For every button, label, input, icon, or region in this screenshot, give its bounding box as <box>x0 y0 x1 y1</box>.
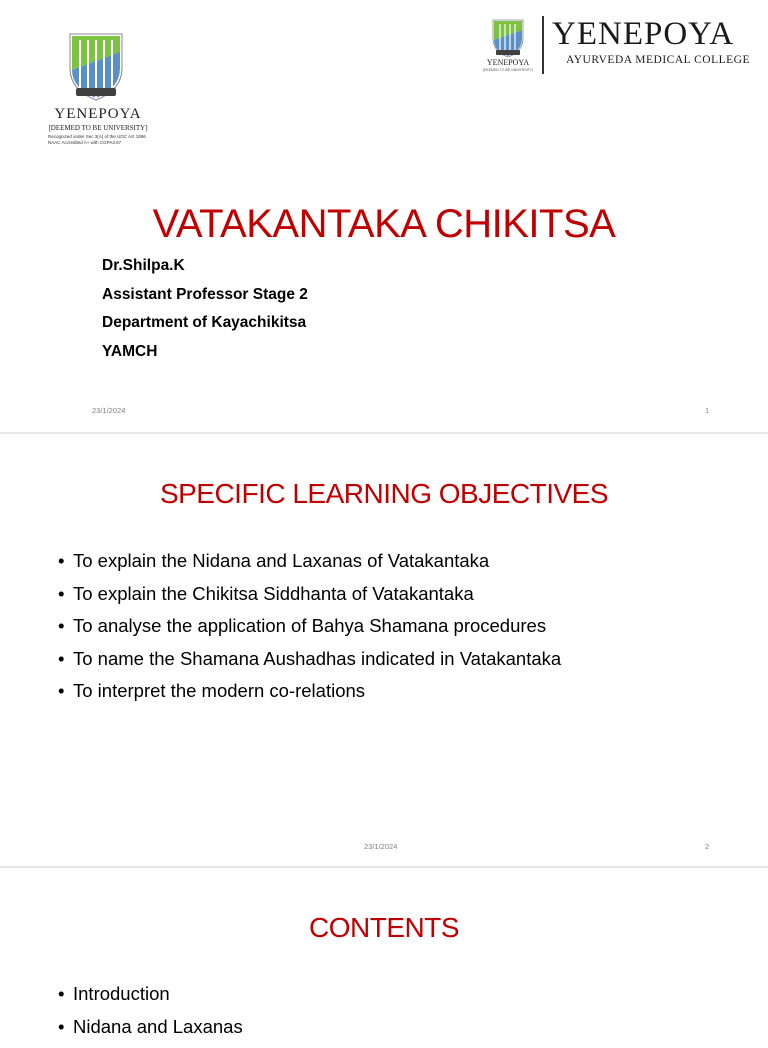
slide-title: CONTENTS <box>0 912 768 944</box>
logo-divider <box>542 16 544 74</box>
list-item: • Nidana and Laxanas <box>58 1016 243 1048</box>
author-block <box>102 256 308 370</box>
author-department: Department of Kayachikitsa <box>102 313 308 342</box>
author-designation: Assistant Professor Stage 2 <box>102 285 308 314</box>
bullet-icon: • <box>58 583 73 605</box>
bullet-icon: • <box>58 1016 73 1038</box>
college-shield-icon <box>490 18 526 58</box>
bullet-icon: • <box>58 615 73 637</box>
list-item: • To explain the Nidana and Laxanas of Vatakantaka <box>58 550 561 583</box>
slide-page-number: 2 <box>705 842 709 851</box>
slide-page-number: 1 <box>705 406 709 415</box>
list-item: • To name the Shamana Aushadhas indicated in Vatakantaka <box>58 648 561 681</box>
slide-3 <box>0 868 768 1024</box>
college-small-tag: (DEEMED TO BE UNIVERSITY) <box>480 68 536 72</box>
slide-title: SPECIFIC LEARNING OBJECTIVES <box>0 478 768 510</box>
bullet-icon: • <box>58 983 73 1005</box>
yenepoya-university-logo <box>48 30 158 152</box>
college-name: YENEPOYA <box>552 18 734 51</box>
university-fine-print-2: NAAC Accredited A+ with CGPA3.67 <box>48 140 158 145</box>
college-subtitle: AYURVEDA MEDICAL COLLEGE <box>566 54 750 66</box>
college-small-name: YENEPOYA <box>480 58 536 67</box>
slide-date: 23/1/2024 <box>364 842 397 851</box>
author-name: Dr.Shilpa.K <box>102 256 308 285</box>
bullet-icon: • <box>58 648 73 670</box>
yenepoya-ayurveda-college-logo <box>480 14 750 76</box>
slide-1 <box>0 0 768 432</box>
university-subtitle: [DEEMED TO BE UNIVERSITY] <box>48 124 148 132</box>
university-shield-icon <box>66 30 126 102</box>
university-fine-print-1: Recognized under Sec 3(A) of the UGC Act 1956 <box>48 134 158 139</box>
objectives-list <box>58 550 561 713</box>
list-item: • To interpret the modern co-relations <box>58 680 561 713</box>
slide-2 <box>0 434 768 866</box>
slide-title: VATAKANTAKA CHIKITSA <box>0 202 768 247</box>
bullet-icon: • <box>58 680 73 702</box>
list-item: • Introduction <box>58 983 243 1016</box>
author-institution: YAMCH <box>102 342 308 371</box>
slide-date: 23/1/2024 <box>92 406 125 415</box>
bullet-icon: • <box>58 550 73 572</box>
list-item: • To analyse the application of Bahya Shamana procedures <box>58 615 561 648</box>
contents-list <box>58 983 243 1048</box>
university-name: YENEPOYA <box>48 106 148 123</box>
list-item: • To explain the Chikitsa Siddhanta of Vatakantaka <box>58 583 561 616</box>
